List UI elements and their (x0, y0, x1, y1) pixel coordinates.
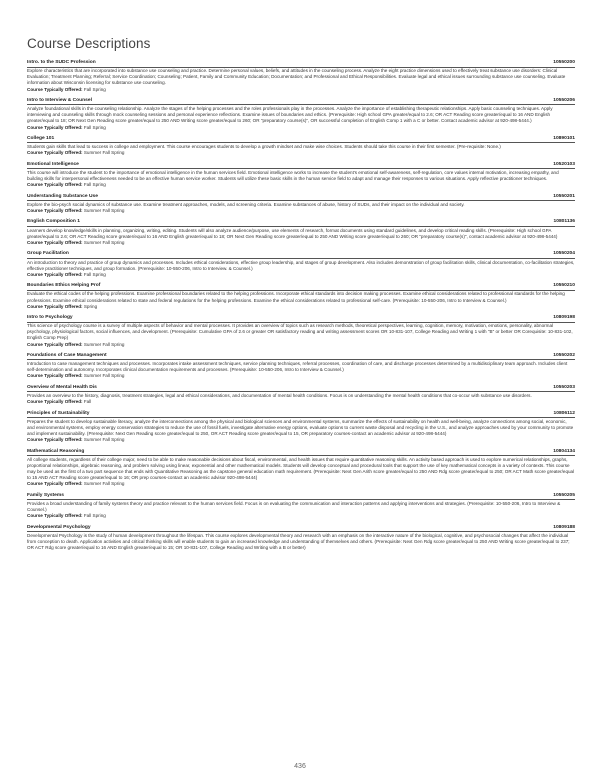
page-title: Course Descriptions (27, 36, 151, 51)
course-offered (27, 125, 575, 131)
course-code: 10809188 (553, 524, 575, 530)
course-header (27, 251, 575, 259)
course-name: English Composition 1 (27, 219, 80, 225)
course-code: 10801136 (553, 219, 575, 225)
course-header (27, 136, 575, 144)
offered-label: Course Typically Offered: (27, 513, 83, 519)
course-offered (27, 513, 575, 519)
course-description: This course will introduce the student to the importance of emotional intelligence in the human services field. Emotional intelligence works to increase the student's emotional self-awareness, self-regulation, core values internal motivation, increasing empathy, and building skills for interpersonal effectiveness needed to be an effective human service worker. Students will utilize these basic skills in the human service field to adapt and manage their responses to various situations. Apply reflective practitioner techniques. (27, 170, 559, 182)
course-name: Intro to Psychology (27, 315, 73, 320)
offered-label: Course Typically Offered: (27, 239, 83, 245)
course-name: Mathematical Reasoning (27, 448, 85, 454)
course-offered (27, 373, 575, 379)
offered-label: Course Typically Offered: (27, 373, 83, 379)
offered-terms: Fall Spring (83, 182, 106, 188)
course-header (27, 194, 575, 202)
course-offered (27, 481, 575, 487)
course-entry (27, 251, 575, 277)
course-entry (27, 283, 575, 309)
offered-label: Course Typically Offered: (27, 481, 83, 487)
course-offered (27, 342, 575, 348)
course-entry (27, 60, 575, 93)
offered-terms: Summer Fall Spring (83, 373, 125, 379)
course-description: Learners develop knowledge/skills in planning, organizing, writing, editing. Students will also analyze audience/purpose, use elements of research, format documents using standard guidelines, and develop critical reading skills. (Prerequisite: High school GPA greater/equal to 2.6; OR ACT Reading score greater/equal to 16 AND English greater/equal to 18; OR Next Gen Reading score greater/equal to 250 AND Writing score greater/equal to 260; OR "preparatory course(s)", contact academic advisor at 920-498-5444) (27, 227, 558, 239)
offered-terms: Summer Fall Spring (83, 341, 125, 347)
course-name: Developmental Psychology (27, 524, 91, 530)
course-entry (27, 194, 575, 214)
course-description: Provides a broad understanding of family systems theory and practice relevant to the human services field. Focus is on evaluating the communication and interaction patterns and applying interventions and strategies. (Prerequisite: 10-550-206, Intro to Interview & Counsel.) (27, 500, 561, 513)
course-offered (27, 304, 575, 310)
course-entry (27, 353, 575, 379)
course-list (27, 60, 575, 557)
course-entry (27, 411, 575, 444)
course-header (27, 219, 575, 227)
course-code: 10806112 (553, 410, 575, 416)
offered-terms: Fall Spring (83, 271, 106, 277)
course-header (27, 525, 575, 533)
offered-terms: Summer Fall Spring (83, 207, 125, 213)
course-entry (27, 136, 575, 156)
course-code: 10550205 (553, 492, 575, 498)
course-header (27, 60, 575, 68)
course-header (27, 353, 575, 361)
course-description: Developmental Psychology is the study of human development throughout the lifespan. This course explores developmental theory and research with an emphasis on the interactive nature of the biological, cognitive, and psychosocial changes that affect the individual from conception to death. Application activities and critical thinking skills will enable students to gain an increased knowledge and understanding of themselves and others. (Prerequisite: Next Gen Rdg score greater/equal to 250 AND Writing score greater/equal to 237; OR ACT Rdg score greater/equal to 16 AND English greater/equal to 15; OR 10-831-107, College Reading and Writing with a B or better) (27, 532, 570, 551)
course-code: 10520103 (553, 161, 575, 167)
course-code: 10550201 (553, 193, 575, 199)
offered-terms: Summer Fall Spring (83, 481, 125, 487)
course-name: Intro to Interview & Counsel (27, 97, 92, 103)
course-name: College 101 (27, 135, 55, 141)
offered-terms: Spring (83, 303, 98, 309)
course-description: Evaluate the ethical codes of the helping professions. Examine professional boundaries related to the helping professions. Incorporate ethical standards into decision making processes. Examine ethical considerations related to professional standards for the helping professions. Examine ethical considerations related to state and federal regulations for the helping professions. Examine the ethical considerations related to professional self-care. (Prerequisite: 10-550-206, Intro to Interview & Counsel.) (27, 291, 565, 303)
course-offered (27, 399, 575, 405)
course-description: Provides an overview to the history, diagnosis, treatment strategies, legal and ethical considerations, and documentation of mental health conditions. Focus is on understanding the mental health conditions that co-occur with substance use disorders. (27, 393, 532, 399)
course-code: 10550210 (553, 283, 575, 289)
course-entry (27, 162, 575, 188)
offered-terms: Fall Spring (83, 124, 106, 130)
offered-terms: Summer Fall Spring (83, 239, 125, 245)
course-name: Foundations of Case Management (27, 352, 107, 358)
course-code: 10890101 (553, 135, 575, 141)
offered-terms: Fall (83, 399, 92, 405)
course-header (27, 411, 575, 419)
offered-label: Course Typically Offered: (27, 86, 83, 92)
course-code: 10550200 (553, 60, 575, 65)
course-description: Explore characteristics that are incorporated into substance use counseling and practice. Determine personal values, beliefs, and attitudes in the counseling process. Analyze the eight practice dimensions used to effectively treat substance use disorders: Clinical Evaluation; Treatment Planning; Referral; Service Coordination; Counseling; Patient, Family and Community Education; Documentation; and Professional and Ethical Responsibilities. Evaluate legal and ethical issues surrounding substance use counseling. Evaluate information about Wisconsin licensing for substance use counseling. (27, 68, 566, 86)
page-number: 436 (294, 763, 306, 770)
course-entry (27, 315, 575, 348)
course-entry (27, 98, 575, 131)
course-code: 10550204 (553, 251, 575, 257)
offered-label: Course Typically Offered: (27, 341, 83, 347)
course-entry (27, 385, 575, 405)
offered-label: Course Typically Offered: (27, 124, 83, 130)
offered-label: Course Typically Offered: (27, 150, 83, 156)
course-offered (27, 87, 575, 93)
course-header (27, 98, 575, 106)
course-name: Emotional Intelligence (27, 161, 79, 167)
course-description: This science of psychology course is a survey of multiple aspects of behavior and mental processes. It provides an overview of topics such as research methods, theoretical perspectives, learning, cognition, memory, motivation, emotions, personality, abnormal psychology, physiological factors, social influences, and development. (Prerequisite: Cumulative GPA of 2.6 or greater OR satisfactory reading and writing assessment scores OR 10-831-107, College Reading and Writing 1 with "B" or better OR Corequisite: 10-831-102, English Comp Prep) (27, 323, 573, 341)
course-header (27, 385, 575, 393)
course-description: An introduction to theory and practice of group dynamics and processes. Includes ethical considerations, effective group leadership, and stages of group development. Also includes demonstration of group facilitation skills, clinical documentation, co-facilitation strategies, effective practitioner techniques, and group formation. (Prerequisite: 10-550-206, Intro to Interview. & Counsel.) (27, 259, 575, 271)
course-code: 10804134 (553, 448, 575, 454)
course-name: Understanding Substance Use (27, 193, 98, 199)
course-header (27, 449, 575, 457)
course-description: Analyze foundational skills in the counseling relationship. Analyze the stages of the helping processes and the roles professionals play in the processes. Analyze the importance of establishing therapeutic relationships. Apply basic counseling techniques. Apply interviewing and counseling skills through mock counseling sessions and personal experience reflections. Examine issues of boundaries and ethics. (Prerequisite: High school GPA greater/equal to 2.6; OR ACT Reading score greater/equal to 16 AND English greater/equal to 18; OR Next Gen Reading score greater/equal to 250 AND Writing score greater/equal to 260; OR "preparatory course(s)", OR successful completion of English Comp 1 with a C or better. Contact academic advisor at 920-498-5444.) (27, 106, 553, 124)
course-description: Explore the bio-psych social dynamics of substance use. Examine treatment approaches, models, and screening criteria. Examine substances of abuse, history of SUDs, and their impact on the individual and society. (27, 201, 465, 207)
course-entry (27, 449, 575, 488)
course-name: Group Facilitation (27, 251, 69, 257)
course-offered (27, 208, 575, 214)
offered-label: Course Typically Offered: (27, 399, 83, 405)
offered-label: Course Typically Offered: (27, 437, 83, 443)
course-offered (27, 437, 575, 443)
course-code: 10550202 (553, 352, 575, 358)
course-code: 10550206 (553, 97, 575, 103)
offered-terms: Fall Spring (83, 86, 106, 92)
course-name: Intro. to the SUDC Profession (27, 60, 96, 65)
offered-label: Course Typically Offered: (27, 271, 83, 277)
course-offered (27, 240, 575, 246)
course-name: Boundaries Ethics Helping Prof (27, 283, 101, 289)
offered-label: Course Typically Offered: (27, 303, 83, 309)
course-name: Family Systems (27, 492, 64, 498)
course-name: Principles of Sustainability (27, 410, 90, 416)
course-description: Students gain skills that lead to success in college and employment. This course encourages students to develop a growth mindset and make wise choices. Students should take this course in their first semester. (Pre-requisite: None.) (27, 144, 501, 150)
course-entry (27, 493, 575, 519)
course-offered (27, 182, 575, 188)
course-offered (27, 150, 575, 156)
course-offered (27, 272, 575, 278)
offered-label: Course Typically Offered: (27, 182, 83, 188)
course-description: All college students, regardless of their college major, need to be able to make reasonable decisions about fiscal, environmental, and health issues that require quantitative reasoning skills. An activity based approach is used to explore numerical relationships, graphs, proportional relationships, algebraic reasoning, and problem solving using linear, exponential and other mathematical models. Students will develop conceptual and procedural tools that support the use of key mathematical concepts in a variety of contexts. This course may be used as the first of a two part sequence that ends with Quantitative Reasoning as the capstone general education math requirement. (Prerequisite: Next Gen Arith score greater/equal to 250 AND Rdg score greater/equal to 250; OR ACT Math score greater/equal to 15 AND ACT Reading score greater/equal to 16; OR prep courses-contact an academic advisor 920-498-5444) (27, 456, 575, 481)
course-name: Overview of Mental Health Dis (27, 384, 97, 390)
offered-terms: Summer Fall Spring (83, 150, 125, 156)
course-header (27, 162, 575, 170)
course-entry (27, 525, 575, 552)
offered-terms: Fall Spring (83, 513, 106, 519)
course-description: Introduction to case management techniques and processes. Incorporates intake assessment techniques, service planning techniques, referral processes, coordination of care, and discharge processes determined by a multidisciplinary team approach. Includes client self-determination and autonomy. Incorporates clinical documentation requirements and processes. (Prerequisite: 10-550-206, Intro to Interview & Counsel.) (27, 361, 568, 373)
course-code: 10550203 (553, 384, 575, 390)
offered-label: Course Typically Offered: (27, 207, 83, 213)
course-description: Prepares the student to develop sustainable literacy, analyze the interconnections among the physical and biological sciences and environmental systems, summarize the effects of sustainability on health and well-being, analyze connections among social, economic, and environmental systems, employ energy conservation strategies to reduce the use of fossil fuels, investigate alternative energy options, evaluate options to current waste disposal and recycling in the U.S., and analyze approaches used by your community to promote and implement sustainability. (Prerequisite: Next Gen Reading score greater/equal to 250, OR ACT Reading score greater/equal to 15, OR preparatory courses-contact an academic advisor at 920-498-5444) (27, 418, 574, 437)
course-header (27, 493, 575, 501)
course-entry (27, 219, 575, 245)
course-code: 10809198 (553, 315, 575, 320)
course-header (27, 283, 575, 291)
offered-terms: Summer Fall Spring (83, 437, 125, 443)
course-header (27, 315, 575, 323)
